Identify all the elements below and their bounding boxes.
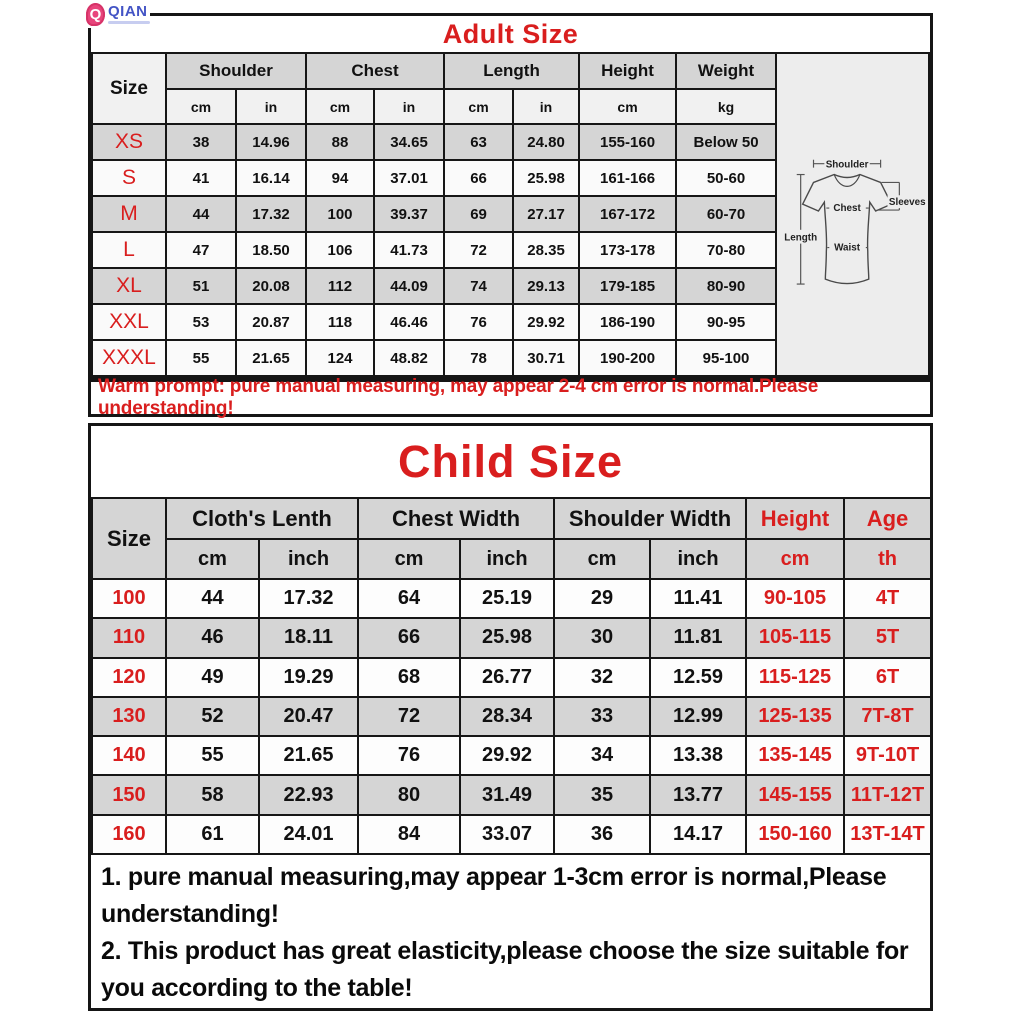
cell: 74 xyxy=(444,268,513,304)
diagram-label-chest: Chest xyxy=(833,203,861,215)
brand-wordmark xyxy=(108,0,150,24)
cell: 161-166 xyxy=(579,160,676,196)
cell: 12.59 xyxy=(650,658,746,697)
note-line: 2. This product has great elasticity,please choose the size suitable for you according to the table! xyxy=(101,937,909,1002)
cell: 51 xyxy=(166,268,236,304)
table-row xyxy=(92,196,776,232)
unit-cell: cm xyxy=(166,89,236,124)
cell: 167-172 xyxy=(579,196,676,232)
cell: 24.80 xyxy=(513,124,579,160)
col-header-cloth-length: Cloth's Lenth xyxy=(166,498,358,539)
cell: 4T xyxy=(844,579,931,618)
cell: 20.87 xyxy=(236,304,306,340)
unit-cell: cm xyxy=(444,89,513,124)
cell: 46 xyxy=(166,618,259,657)
cell: 25.19 xyxy=(460,579,554,618)
cell: 186-190 xyxy=(579,304,676,340)
cell: 69 xyxy=(444,196,513,232)
col-header-height: Height xyxy=(746,498,844,539)
cell: 33 xyxy=(554,697,650,736)
col-header-age: Age xyxy=(844,498,931,539)
cell: 33.07 xyxy=(460,815,554,854)
cell: 5T xyxy=(844,618,931,657)
cell: 135-145 xyxy=(746,736,844,775)
size-cell: XXL xyxy=(92,304,166,340)
cell: 52 xyxy=(166,697,259,736)
table-header-row xyxy=(92,498,931,539)
note-line: 1. pure manual measuring,may appear 1-3cm error is normal,Please understanding! xyxy=(101,863,887,928)
cell: 58 xyxy=(166,775,259,814)
footer-notes xyxy=(91,855,930,1007)
unit-cell: cm xyxy=(358,539,460,579)
brand-q-letter: Q xyxy=(89,6,102,23)
brand-name: QIAN xyxy=(108,3,148,20)
table-row xyxy=(92,815,931,854)
adult-content-row xyxy=(91,52,930,377)
cell: 70-80 xyxy=(676,232,776,268)
col-header-length: Length xyxy=(444,53,579,89)
cell: 22.93 xyxy=(259,775,358,814)
cell: 26.77 xyxy=(460,658,554,697)
unit-cell: cm xyxy=(306,89,374,124)
col-header-height: Height xyxy=(579,53,676,89)
cell: 27.17 xyxy=(513,196,579,232)
cell: 12.99 xyxy=(650,697,746,736)
table-row xyxy=(92,579,931,618)
cell: 88 xyxy=(306,124,374,160)
cell: 115-125 xyxy=(746,658,844,697)
cell: 72 xyxy=(444,232,513,268)
cell: 190-200 xyxy=(579,340,676,376)
size-cell: S xyxy=(92,160,166,196)
cell: 35 xyxy=(554,775,650,814)
cell: 173-178 xyxy=(579,232,676,268)
cell: 11T-12T xyxy=(844,775,931,814)
size-cell: 140 xyxy=(92,736,166,775)
cell: 17.32 xyxy=(259,579,358,618)
size-cell: 160 xyxy=(92,815,166,854)
child-size-title: Child Size xyxy=(397,435,624,487)
col-header-chest-width: Chest Width xyxy=(358,498,554,539)
cell: 28.34 xyxy=(460,697,554,736)
unit-cell: inch xyxy=(460,539,554,579)
diagram-label-waist: Waist xyxy=(834,242,861,254)
cell: 13.38 xyxy=(650,736,746,775)
diagram-label-sleeves: Sleeves xyxy=(888,197,926,209)
unit-cell: inch xyxy=(650,539,746,579)
cell: 29.13 xyxy=(513,268,579,304)
cell: 118 xyxy=(306,304,374,340)
table-row xyxy=(92,232,776,268)
cell: 29.92 xyxy=(460,736,554,775)
cell: 44.09 xyxy=(374,268,444,304)
unit-cell: th xyxy=(844,539,931,579)
cell: 150-160 xyxy=(746,815,844,854)
size-cell: XL xyxy=(92,268,166,304)
warm-prompt-banner xyxy=(88,376,933,419)
cell: 63 xyxy=(444,124,513,160)
cell: 90-95 xyxy=(676,304,776,340)
col-header-size: Size xyxy=(92,53,166,124)
size-cell: M xyxy=(92,196,166,232)
cell: 36 xyxy=(554,815,650,854)
adult-size-title: Adult Size xyxy=(442,18,579,49)
cell: 20.47 xyxy=(259,697,358,736)
col-header-shoulder: Shoulder xyxy=(166,53,306,89)
col-header-weight: Weight xyxy=(676,53,776,89)
adult-size-section xyxy=(88,13,933,380)
cell: 16.14 xyxy=(236,160,306,196)
table-unit-row xyxy=(92,539,931,579)
child-size-table xyxy=(91,497,932,855)
cell: 28.35 xyxy=(513,232,579,268)
cell: 145-155 xyxy=(746,775,844,814)
cell: 7T-8T xyxy=(844,697,931,736)
cell: 106 xyxy=(306,232,374,268)
table-row xyxy=(92,697,931,736)
size-cell: 150 xyxy=(92,775,166,814)
cell: 80-90 xyxy=(676,268,776,304)
unit-cell: in xyxy=(513,89,579,124)
cell: 18.11 xyxy=(259,618,358,657)
cell: 14.96 xyxy=(236,124,306,160)
cell: 21.65 xyxy=(236,340,306,376)
cell: 112 xyxy=(306,268,374,304)
tshirt-measurement-diagram xyxy=(777,52,930,377)
cell: 37.01 xyxy=(374,160,444,196)
cell: 61 xyxy=(166,815,259,854)
cell: 32 xyxy=(554,658,650,697)
table-row xyxy=(92,304,776,340)
table-unit-row xyxy=(92,89,776,124)
size-cell: XS xyxy=(92,124,166,160)
cell: 78 xyxy=(444,340,513,376)
cell: 9T-10T xyxy=(844,736,931,775)
cell: 155-160 xyxy=(579,124,676,160)
unit-cell: in xyxy=(236,89,306,124)
child-size-section xyxy=(88,423,933,1011)
size-cell: XXXL xyxy=(92,340,166,376)
tshirt-diagram-svg xyxy=(777,54,928,375)
cell: 39.37 xyxy=(374,196,444,232)
cell: 95-100 xyxy=(676,340,776,376)
size-cell: 130 xyxy=(92,697,166,736)
cell: 64 xyxy=(358,579,460,618)
unit-cell: cm xyxy=(746,539,844,579)
cell: 125-135 xyxy=(746,697,844,736)
cell: 29 xyxy=(554,579,650,618)
cell: 55 xyxy=(166,340,236,376)
tshirt-outline xyxy=(803,175,892,284)
cell: 90-105 xyxy=(746,579,844,618)
cell: 100 xyxy=(306,196,374,232)
cell: 47 xyxy=(166,232,236,268)
cell: 46.46 xyxy=(374,304,444,340)
table-row xyxy=(92,340,776,376)
unit-cell: cm xyxy=(166,539,259,579)
table-header-row xyxy=(92,53,776,89)
cell: 49 xyxy=(166,658,259,697)
cell: 41 xyxy=(166,160,236,196)
table-row xyxy=(92,268,776,304)
table-row xyxy=(92,658,931,697)
cell: 25.98 xyxy=(460,618,554,657)
unit-cell: inch xyxy=(259,539,358,579)
size-cell: L xyxy=(92,232,166,268)
cell: 17.32 xyxy=(236,196,306,232)
cell: 94 xyxy=(306,160,374,196)
cell: Below 50 xyxy=(676,124,776,160)
cell: 11.41 xyxy=(650,579,746,618)
cell: 48.82 xyxy=(374,340,444,376)
cell: 30.71 xyxy=(513,340,579,376)
cell: 66 xyxy=(444,160,513,196)
brand-q-icon xyxy=(86,3,105,26)
cell: 41.73 xyxy=(374,232,444,268)
diagram-label-shoulder: Shoulder xyxy=(825,159,869,171)
col-header-shoulder-width: Shoulder Width xyxy=(554,498,746,539)
cell: 21.65 xyxy=(259,736,358,775)
cell: 105-115 xyxy=(746,618,844,657)
size-cell: 100 xyxy=(92,579,166,618)
cell: 76 xyxy=(358,736,460,775)
cell: 179-185 xyxy=(579,268,676,304)
cell: 20.08 xyxy=(236,268,306,304)
unit-cell: cm xyxy=(579,89,676,124)
cell: 25.98 xyxy=(513,160,579,196)
table-row xyxy=(92,736,931,775)
cell: 34.65 xyxy=(374,124,444,160)
brand-logo xyxy=(86,0,150,28)
cell: 66 xyxy=(358,618,460,657)
cell: 55 xyxy=(166,736,259,775)
size-cell: 120 xyxy=(92,658,166,697)
cell: 44 xyxy=(166,579,259,618)
cell: 53 xyxy=(166,304,236,340)
cell: 24.01 xyxy=(259,815,358,854)
table-row xyxy=(92,124,776,160)
brand-tagline-decor xyxy=(108,21,150,24)
unit-cell: kg xyxy=(676,89,776,124)
cell: 6T xyxy=(844,658,931,697)
cell: 11.81 xyxy=(650,618,746,657)
cell: 50-60 xyxy=(676,160,776,196)
cell: 60-70 xyxy=(676,196,776,232)
cell: 13T-14T xyxy=(844,815,931,854)
cell: 76 xyxy=(444,304,513,340)
warm-prompt-text: Warm prompt: pure manual measuring, may appear 2-4 cm error is normal.Please understanding! xyxy=(98,376,819,419)
cell: 18.50 xyxy=(236,232,306,268)
unit-cell: in xyxy=(374,89,444,124)
cell: 13.77 xyxy=(650,775,746,814)
cell: 44 xyxy=(166,196,236,232)
cell: 30 xyxy=(554,618,650,657)
adult-size-table xyxy=(91,52,777,377)
table-row xyxy=(92,775,931,814)
cell: 34 xyxy=(554,736,650,775)
cell: 84 xyxy=(358,815,460,854)
cell: 38 xyxy=(166,124,236,160)
cell: 14.17 xyxy=(650,815,746,854)
col-header-size: Size xyxy=(92,498,166,579)
cell: 72 xyxy=(358,697,460,736)
size-cell: 110 xyxy=(92,618,166,657)
table-row xyxy=(92,618,931,657)
cell: 19.29 xyxy=(259,658,358,697)
cell: 31.49 xyxy=(460,775,554,814)
cell: 80 xyxy=(358,775,460,814)
cell: 29.92 xyxy=(513,304,579,340)
diagram-label-length: Length xyxy=(784,232,818,244)
table-row xyxy=(92,160,776,196)
cell: 124 xyxy=(306,340,374,376)
cell: 68 xyxy=(358,658,460,697)
col-header-chest: Chest xyxy=(306,53,444,89)
unit-cell: cm xyxy=(554,539,650,579)
